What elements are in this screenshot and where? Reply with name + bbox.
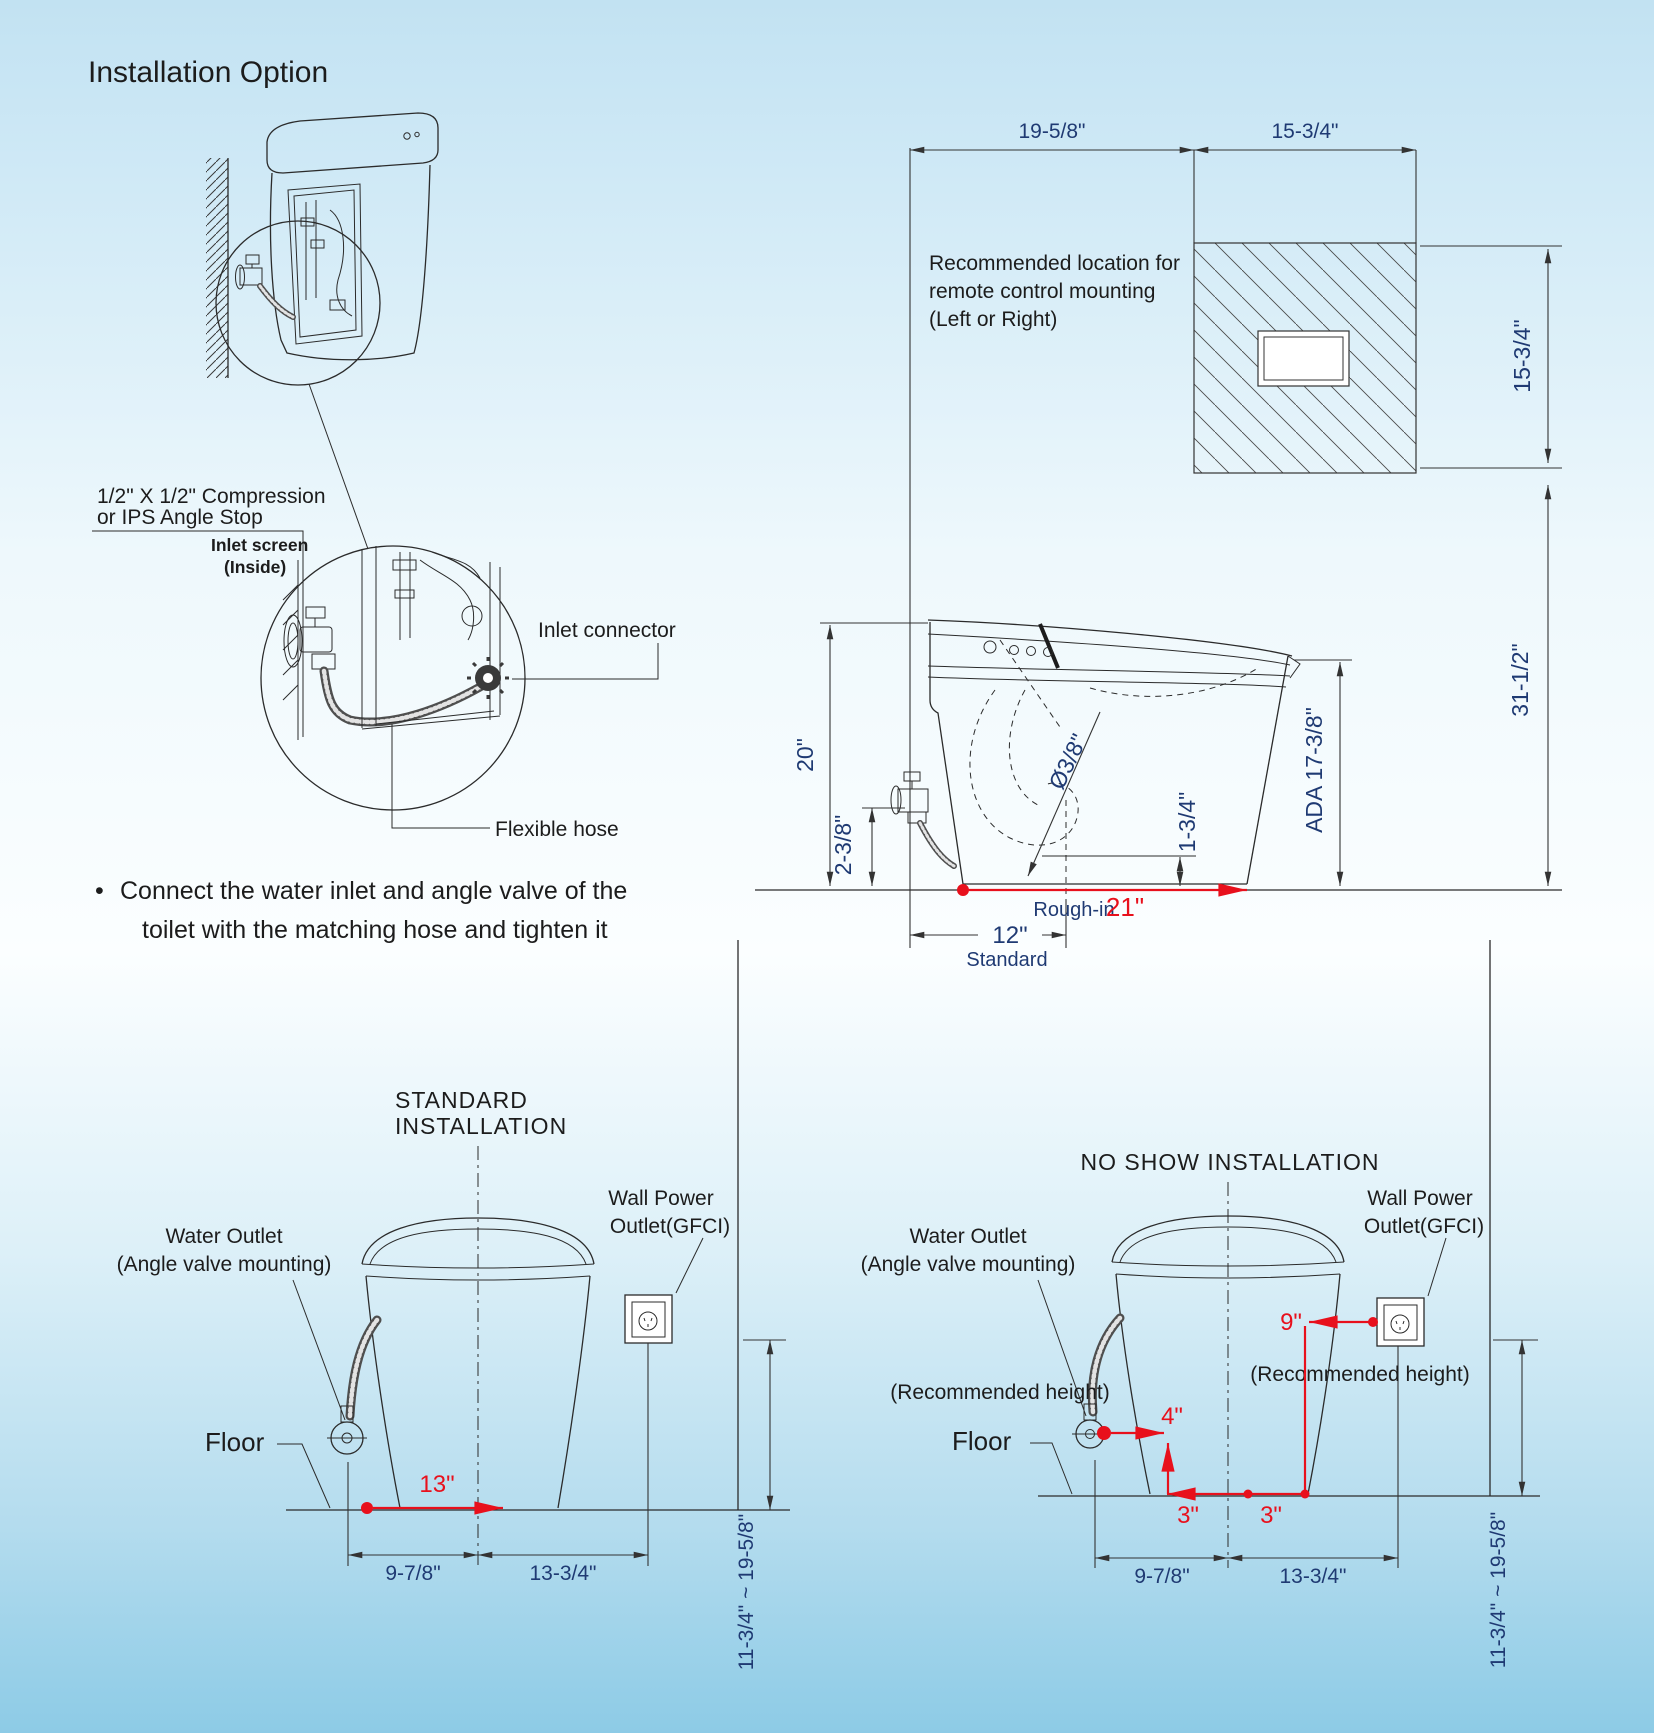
power-outlet-icon [1377, 1298, 1424, 1346]
dim-3-right: 3" [1260, 1502, 1282, 1529]
dim-21: 21" [1105, 892, 1145, 922]
dim-19-5-8: 19-5/8" [1018, 120, 1086, 143]
dim-outlet-range: 11-3/4" ~ 19-5/8" [735, 1513, 758, 1671]
dim-9-7-8: 9-7/8" [385, 1562, 441, 1585]
water-outlet-label-line2: (Angle valve mounting) [116, 1253, 332, 1276]
inlet-connector-label: Inlet connector [538, 619, 676, 642]
dim-13-3-4: 13-3/4" [1279, 1565, 1347, 1588]
rough-in-value: 12" [992, 922, 1028, 949]
dim-15-3-4-top: 15-3/4" [1271, 120, 1339, 143]
rough-in-label: Rough-in [1033, 899, 1115, 921]
floor-label: Floor [205, 1427, 265, 1457]
note-bullet: • [95, 877, 104, 905]
power-outlet-icon [625, 1295, 672, 1343]
dim-1-3-4: 1-3/4" [1174, 791, 1200, 853]
wall-power-label-line2: Outlet(GFCI) [609, 1215, 731, 1238]
inlet-screen-label-line2: (Inside) [224, 557, 287, 577]
dim-outlet-range: 11-3/4" ~ 19-5/8" [1487, 1511, 1510, 1669]
dim-13: 13" [419, 1471, 455, 1498]
dim-13-3-4: 13-3/4" [529, 1562, 597, 1585]
dim-4: 4" [1161, 1403, 1183, 1430]
wall-power-label-line2: Outlet(GFCI) [1363, 1215, 1485, 1238]
dim-3-left: 3" [1177, 1502, 1199, 1529]
remote-note-line2: remote control mounting [929, 280, 1156, 303]
rough-in-sub: Standard [966, 949, 1048, 971]
recommended-height-right: (Recommended height) [1250, 1363, 1470, 1386]
dim-ada: ADA 17-3/8" [1301, 707, 1327, 833]
inlet-screen-label-line1: Inlet screen [211, 535, 309, 555]
dim-15-3-4-side: 15-3/4" [1509, 319, 1535, 393]
standard-title-line1: STANDARD [395, 1087, 528, 1113]
note-line2: toilet with the matching hose and tighten it [142, 916, 608, 944]
wall-hatch-upper [206, 158, 228, 378]
standard-title-line2: INSTALLATION [395, 1113, 568, 1139]
dim-9-7-8: 9-7/8" [1134, 1565, 1190, 1588]
recommended-height-left: (Recommended height) [890, 1381, 1110, 1404]
water-outlet-label-line2: (Angle valve mounting) [860, 1253, 1076, 1276]
water-outlet-label-line1: Water Outlet [909, 1225, 1027, 1248]
water-outlet-label-line1: Water Outlet [165, 1225, 283, 1248]
remote-note-line3: (Left or Right) [929, 308, 1058, 331]
floor-label: Floor [952, 1426, 1012, 1456]
page-title: Installation Option [88, 56, 329, 89]
compression-label-line2: or IPS Angle Stop [97, 506, 263, 529]
dim-31-1-2: 31-1/2" [1507, 643, 1533, 717]
dim-trap-diameter: Ø3/8" [1043, 729, 1093, 794]
remote-control-icon [1258, 331, 1349, 386]
dim-9: 9" [1280, 1309, 1302, 1336]
wall-power-label-line1: Wall Power [608, 1187, 714, 1210]
noshow-title: NO SHOW INSTALLATION [1080, 1149, 1380, 1175]
flexible-hose-label: Flexible hose [495, 818, 619, 841]
dim-20: 20" [792, 738, 818, 772]
dim-2-3-8: 2-3/8" [830, 814, 856, 876]
note-line1: Connect the water inlet and angle valve of the [120, 877, 628, 905]
remote-note-line1: Recommended location for [929, 252, 1180, 275]
compression-label-line1: 1/2" X 1/2" Compression [97, 485, 326, 508]
wall-power-label-line1: Wall Power [1367, 1187, 1473, 1210]
